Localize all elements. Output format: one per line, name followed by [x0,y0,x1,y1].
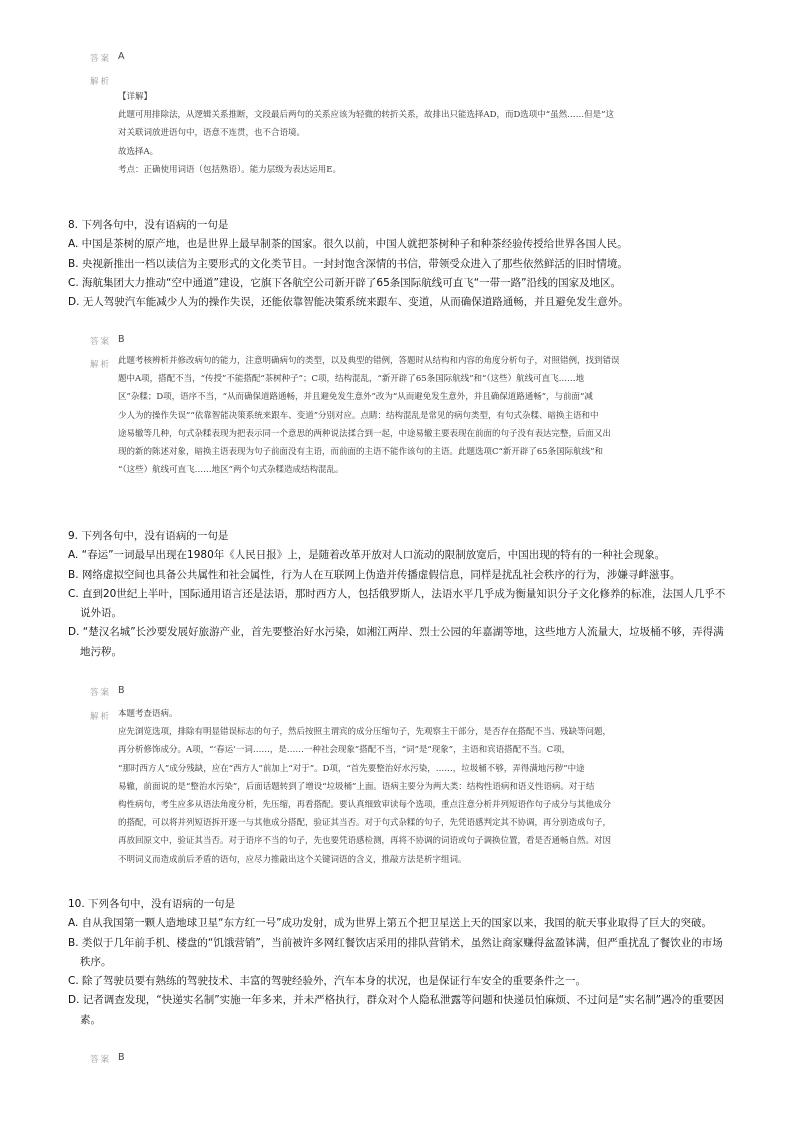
analysis-line: 应先浏览选项，排除有明显错误标志的句子，然后按照主谓宾的成分压缩句子，先观察主干部分，是否存在搭配不当、残缺等问题， [118,727,612,738]
analysis-line: 对关联词放进语句中，语意不连贯，也不合语境。 [118,128,306,139]
option-c: C. 直到20世纪上半叶，国际通用语言还是法语，那时西方人，包括俄罗斯人，法语水平几乎成为衡量知识分子文化修养的标准，法国人几乎不说外语。 [68,587,726,620]
analysis-label: 解析 [90,77,112,87]
analysis-line: 少人为的操作失误”“依靠智能决策系统来跟车、变道”分别对应。点睛：结构混乱是常见的病句类型，有句式杂糅、暗换主语和中 [118,410,599,421]
analysis-line: 易辙，前面说的是“整治水污染”，后面话题转到了增设“垃圾桶”上面。语病主要分为两大类：结构性语病和语义性语病。对于结 [118,781,595,792]
analysis-line: 不明词义而造成前后矛盾的语句，应尽力推敲出这个关键词语的含义，推敲方法是析字组词。 [118,854,467,865]
answer-label: 答案 [90,1055,112,1065]
answer-value: B [118,1052,125,1063]
answer-value: B [118,334,125,345]
option-d: D. 无人驾驶汽车能减少人为的操作失误，还能依靠智能决策系统来跟车、变道，从而确保道路通畅，并且避免发生意外。 [68,296,629,309]
answer-value: A [118,51,125,62]
analysis-line: 区”杂糅；D项，语序不当，“从而确保道路通畅，并且避免发生意外”改为“从而避免发生意外，并且确保道路通畅”，与前面“减 [118,392,593,403]
option-a: A. “春运”一词最早出现在1980年《人民日报》上，是随着改革开放对人口流动的限制放宽后，中国出现的特有的一种社会现象。 [68,549,666,562]
analysis-line: 【详解】 [118,92,153,102]
option-c: C. 海航集团大力推动“空中通道”建设，它旗下各航空公司新开辟了65条国际航线可直飞“一带一路”沿线的国家及地区。 [68,276,622,289]
answer-label: 答案 [90,337,112,347]
analysis-line: 此题可用排除法，从逻辑关系推断，文段最后两句的关系应该为轻微的转折关系，故排出只能选择AD，而D选项中“虽然……但是”这 [118,110,614,121]
option-a: A. 自从我国第一颗人造地球卫星“东方红一号”成功发射，成为世界上第五个把卫星送上天的国家以来，我国的航天事业取得了巨大的突破。 [68,917,713,930]
analysis-line: 再放回原文中，验证其当否。对于语序不当的句子，先也要凭语感检测，再将不协调的词语或句子调换位置，看是否通畅自然。对因 [118,836,612,847]
analysis-label: 解析 [90,712,112,722]
option-c: C. 除了驾驶员要有熟练的驾驶技术、丰富的驾驶经验外，汽车本身的状况，也是保证行车安全的重要条件之一。 [68,975,587,988]
analysis-line: 故选择A。 [118,146,159,157]
analysis-text [118,352,714,479]
option-b: B. 央视新推出一档以读信为主要形式的文化类节目。一封封饱含深情的书信，带领受众进入了那些依然鲜活的旧时情境。 [68,257,628,270]
analysis-line: 本题考查语病。 [118,709,178,719]
answer-label: 答案 [90,54,112,64]
analysis-line: 考点：正确使用词语（包括熟语）。能力层级为表达运用E。 [118,164,341,175]
option-b: B. 类似于几年前手机、楼盘的“饥饿营销”，当前被许多网红餐饮店采用的排队营销术，虽然让商家赚得盆盈钵满，但严重扰乱了餐饮业的市场秩序。 [68,936,723,968]
option-b: B. 网络虚拟空间也具备公共属性和社会属性，行为人在互联网上伪造并传播虚假信息，同样是扰乱社会秩序的行为，涉嫌寻衅滋事。 [68,568,681,581]
analysis-text [118,705,714,869]
question-10 [68,895,726,1030]
analysis-line: 此题考核辨析并修改病句的能力，注意明确病句的类型，以及典型的错例，答题时从结构和内容的角度分析句子，对照错例，找到错误 [118,356,620,366]
question-9 [68,527,726,662]
option-d: D. 记者调查发现，“快递实名制”实施一年多来，并未严格执行，群众对个人隐私泄露等问题和快递员怕麻烦、不过问是“实名制”遇冷的重要因素。 [68,994,725,1026]
analysis-line: “（这些）航线可直飞……地区”两个句式杂糅造成结构混乱。 [118,465,344,476]
analysis-line: 构性病句，考生应多从语法角度分析，先压缩，再看搭配。要认真细致审读每个选项，重点注意分析并列短语作句子成分与其他成分 [118,800,612,811]
question-stem: 8. 下列各句中，没有语病的一句是 [68,219,229,231]
analysis-line: 的搭配，可以将并列短语拆开逐一与其他成分搭配，验证其当否。对于句式杂糅的句子，先凭语感判定其不协调，再分别造成句子， [118,818,612,829]
analysis-text [118,88,714,179]
analysis-line: 途易辙等几种，句式杂糅表现为把表示同一个意思的两种说法揉合到一起，中途易辙主要表现在前面的句子没有表达完整，后面又出 [118,428,612,439]
question-stem: 9. 下列各句中，没有语病的一句是 [68,530,229,542]
analysis-line: 现的新的陈述对象，暗换主语表现为句子前面没有主语，而前面的主语不能作该句的主语。此题选项C“新开辟了65条国际航线”和 [118,447,604,458]
analysis-line: “那时西方人”成分残缺，应在“西方人”前加上“对于”。D项，“首先要整治好水污染，……，垃圾桶不够，弄得满地污秽”中途 [118,763,585,774]
analysis-label: 解析 [90,360,112,370]
question-stem: 10. 下列各句中，没有语病的一句是 [68,898,236,910]
answer-value: B [118,685,125,696]
question-8 [68,216,726,312]
option-a: A. 中国是茶树的原产地，也是世界上最早制茶的国家。很久以前，中国人就把茶树种子和种茶经验传授给世界各国人民。 [68,238,628,251]
analysis-line: 题中A项，搭配不当，“传授”不能搭配“茶树种子”；C项，结构混乱，“新开辟了65条国际航线”和“（这些）航线可直飞……地 [118,374,585,385]
answer-label: 答案 [90,688,112,698]
analysis-line: 再分析修饰成分。A项，“‘春运’一词……，是……一种社会现象”搭配不当，“词”是“现象”，主语和宾语搭配不当。C项， [118,745,571,756]
option-d: D. “楚汉名城”长沙要发展好旅游产业，首先要整治好水污染，如湘江两岸、烈士公园的年嘉湖等地，这些地方人流量大，垃圾桶不够，弄得满地污秽。 [68,626,724,658]
